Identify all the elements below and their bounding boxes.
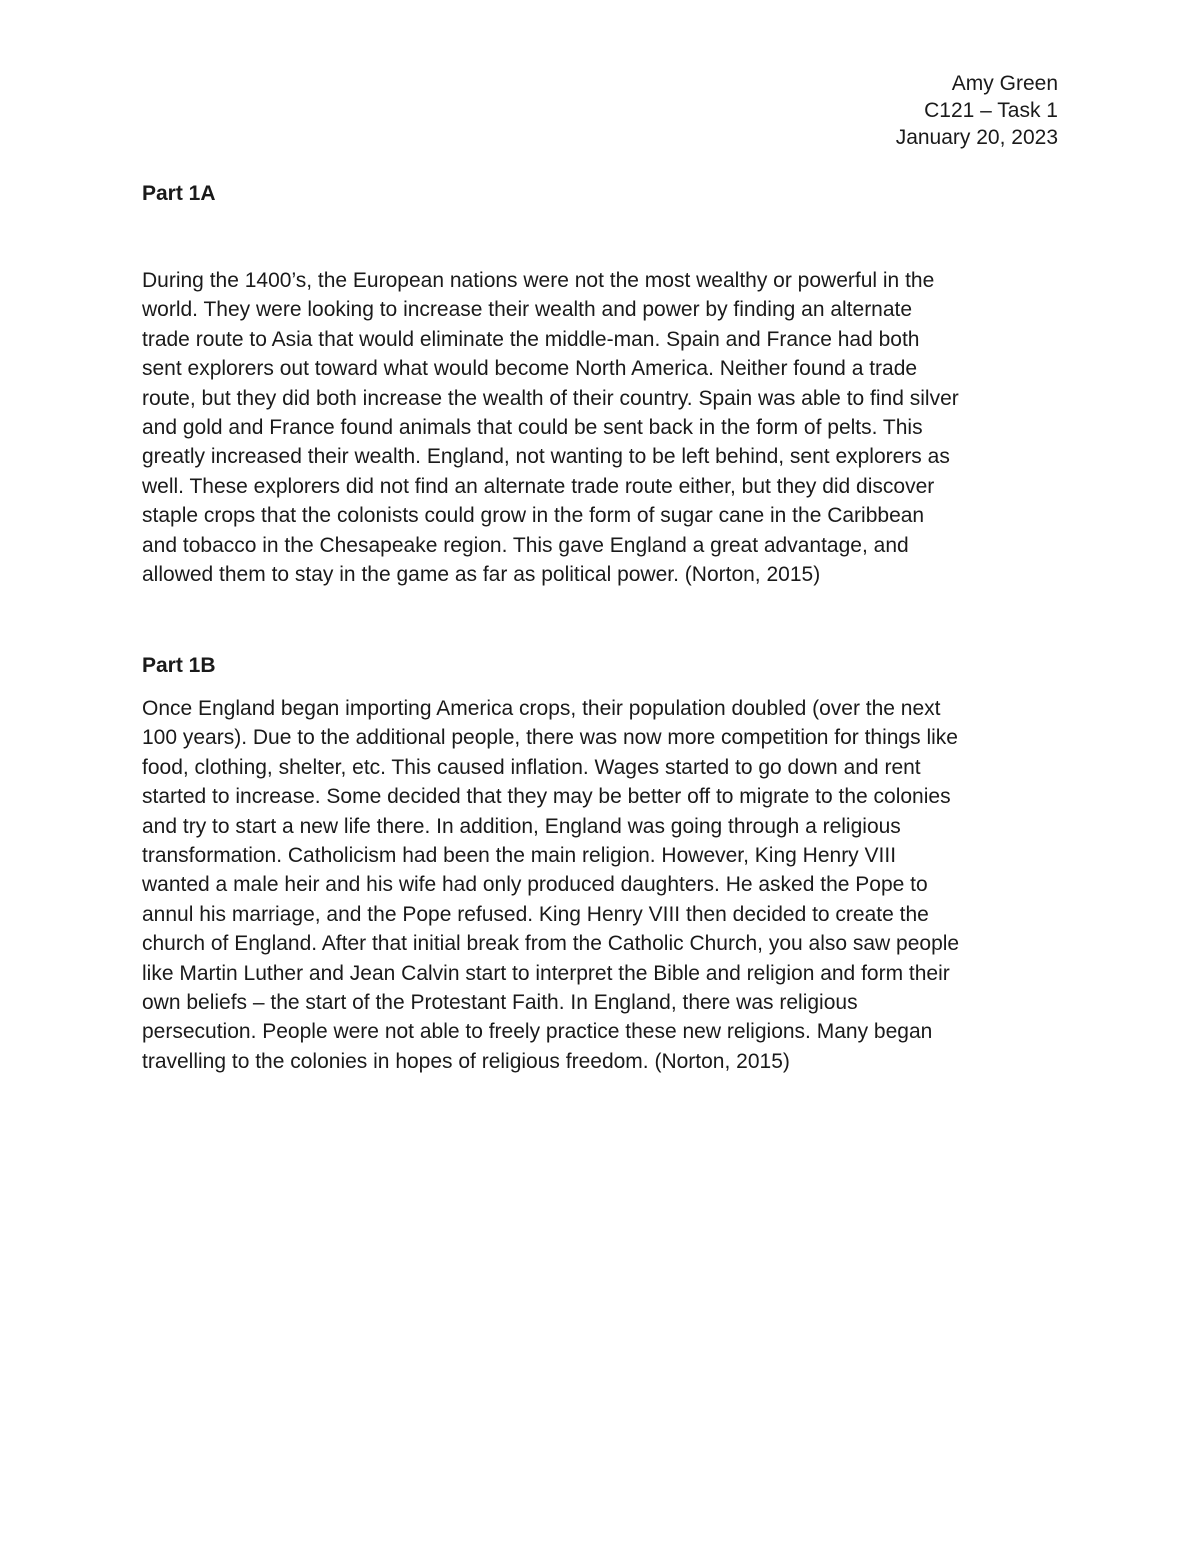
author-name: Amy Green: [951, 72, 1058, 95]
course-task: C121 – Task 1: [924, 99, 1058, 122]
section-heading-part-1b: Part 1B: [142, 654, 216, 677]
section-body-part-1a: During the 1400’s, the European nations were not the most wealthy or powerful in the world. They were looking to increase their wealth and power by finding an alternate trade route to Asia that would eliminate the middle-man. Spain and France had both sent explorers out toward what would become North America. Neither found a trade route, but they did both increase the wealth of their country. Spain was able to find silver and gold and France found animals that could be sent back in the form of pelts. This greatly increased their wealth. England, not wanting to be left behind, sent explorers as well. These explorers did not find an alternate trade route either, but they did discover staple crops that the colonists could grow in the form of sugar cane in the Caribbean and tobacco in the Chesapeake region. This gave England a great advantage, and allowed them to stay in the game as far as political power. (Norton, 2015): [142, 269, 959, 587]
section-heading-part-1a: Part 1A: [142, 182, 216, 205]
section-body-part-1b: Once England began importing America crops, their population doubled (over the next 100 years). Due to the additional people, there was now more competition for things like food, clothing, shelter, etc. This caused inflation. Wages started to go down and rent started to increase. Some decided that they may be better off to migrate to the colonies and try to start a new life there. In addition, England was going through a religious transformation. Catholicism had been the main religion. However, King Henry VIII wanted a male heir and his wife had only produced daughters. He asked the Pope to annul his marriage, and the Pope refused. King Henry VIII then decided to create the church of England. After that initial break from the Catholic Church, you also saw people like Martin Luther and Jean Calvin start to interpret the Bible and religion and form their own beliefs – the start of the Protestant Faith. In England, there was religious persecution. People were not able to freely practice these new religions. Many began travelling to the colonies in hopes of religious freedom. (Norton, 2015): [142, 697, 960, 1073]
document-header: [896, 70, 1058, 151]
document-date: January 20, 2023: [895, 126, 1058, 149]
